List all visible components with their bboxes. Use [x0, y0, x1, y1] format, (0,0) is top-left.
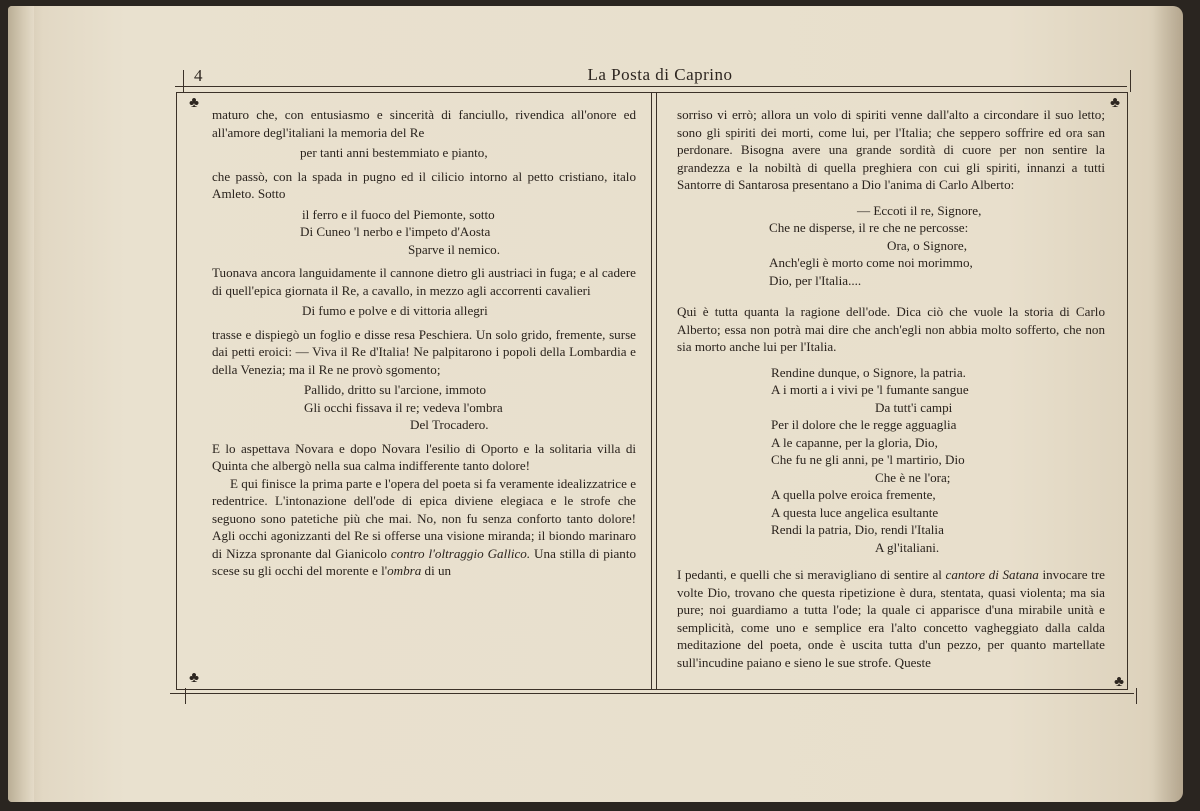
verse-quote [212, 302, 636, 320]
paragraph: Tuonava ancora languidamente il cannone dietro gli austriaci in fuga; e al cadere di quell'epica giornata il Re, a cavallo, in mezzo agli accorrenti cavalieri [212, 265, 636, 298]
paragraph: trasse e dispiegò un foglio e disse resa Peschiera. Un solo grido, fremente, surse dai petti eroici: — Viva il Re d'Italia! Ne palpitarono i popoli della Lombardia e della Venezia; ma il Re ne provò sgomento; [212, 326, 636, 377]
column-divider [651, 92, 657, 689]
verse-quote [677, 202, 1105, 290]
verse-line: A gl'italiani. [875, 539, 940, 555]
italic-text: contro l'oltraggio Gallico. [390, 545, 531, 561]
verse-line: per tanti anni bestemmiato e pianto, [300, 145, 488, 160]
corner-ornament-icon: ♣ [1114, 674, 1124, 690]
header-tick-left [183, 70, 184, 92]
verse-quote [212, 144, 636, 162]
italic-text: cantore di Satana [945, 567, 1039, 582]
corner-ornament-icon: ♣ [189, 670, 199, 686]
verse-line: A le capanne, per la gloria, Dio, [771, 434, 938, 450]
text-run: Una stilla di pianto scese su gli occhi del morente e l' [212, 545, 637, 578]
text-run: I pedanti, e quelli che si meravigliano di sentire al [677, 567, 946, 582]
verse-line: Che fu ne gli anni, pe 'l martirio, Dio [771, 452, 965, 467]
corner-ornament-icon: ♣ [189, 95, 199, 111]
verse-line: Di Cuneo 'l nerbo e l'impeto d'Aosta [300, 224, 491, 239]
footer-tick-left [185, 688, 186, 704]
verse-line: Che ne disperse, il re che ne percosse: [769, 220, 969, 235]
text-run: E qui finisce la prima parte e l'opera del poeta si fa veramente idealizzatrice e redentrice. L'intonazione dell'ode di epica diviene elegiaca e le strofe che seguono sono patetiche più che mai. No, non fu senza conforto tanto dolore! Agli occhi agonizzanti del Re si offerse una visione miranda; il biondo marinaro di Nizza spronante dal Gianicolo [212, 475, 636, 561]
page-edge-shadow [1153, 6, 1183, 802]
header-tick-right [1130, 70, 1131, 92]
verse-line: Pallido, dritto su l'arcione, immoto [304, 382, 487, 397]
footer-tick-right [1136, 688, 1137, 704]
verse-line: A questa luce angelica esultante [771, 504, 939, 520]
paragraph: che passò, con la spada in pugno ed il cilicio intorno al petto cristiano, italo Amleto. Sotto [212, 168, 636, 201]
paragraph [212, 475, 636, 580]
verse-line: A quella polve eroica fremente, [771, 487, 936, 502]
verse-line: Dio, per l'Italia.... [769, 272, 862, 288]
verse-quote [677, 364, 1105, 557]
text-run: di un [421, 563, 452, 578]
verse-line: Per il dolore che le regge agguaglia [771, 417, 957, 432]
paragraph: maturo che, con entusiasmo e sincerità di fanciullo, rivendica all'onore ed all'amore degl'italiani la memoria del Re [212, 107, 636, 140]
verse-line: Sparve il nemico. [408, 241, 500, 257]
verse-line: Del Trocadero. [410, 417, 489, 432]
corner-ornament-icon: ♣ [1110, 95, 1120, 111]
verse-quote [212, 206, 636, 259]
italic-text: ombra [387, 563, 422, 578]
page-number: 4 [194, 66, 203, 85]
verse-quote [212, 381, 636, 434]
verse-line: — Eccoti il re, Signore, [857, 202, 982, 218]
header-rule [175, 86, 1127, 87]
left-column [212, 106, 636, 580]
verse-line: Che è ne l'ora; [875, 469, 951, 485]
paragraph: sorriso vi errò; allora un volo di spiriti venne dall'alto a circondare il suo letto; sono gli spiriti dei morti, come lui, per l'Italia; che seppero soffrire ed ora san perdonare. Bisogna avere una grande sordità di cuore per non sentire la grandezza e la nobiltà di quella preghiera con cui gli spiriti, innanzi a tutti Santorre di Santarosa presentano a Dio l'anima di Carlo Alberto: [677, 107, 1105, 192]
paragraph: Qui è tutta quanta la ragione dell'ode. Dica ciò che vuole la storia di Carlo Alberto; essa non potrà mai dire che anch'egli non abbia molto sofferto, che non sia morto anche lui per l'Italia. [677, 304, 1105, 354]
book-spine [8, 6, 34, 802]
running-title: La Posta di Caprino [587, 65, 733, 84]
verse-line: Rendi la patria, Dio, rendi l'Italia [771, 522, 944, 537]
paragraph: E lo aspettava Novara e dopo Novara l'esilio di Oporto e la solitaria villa di Quinta che albergò nella sua calma indifferente tanto dolore! [212, 440, 636, 473]
right-column [677, 106, 1105, 671]
text-run: invocare tre volte Dio, trovano che questa ripetizione è dura, stentata, quasi violenta; ma sia pure; noi guardiamo a tutta l'ode; la quale ci apparisce d'una mirabile unità e semplicità, come uno e semplice era l'alto concetto vagheggiato dalla calda meditazione del poeta, onde è uscita tutta d'un pezzo, per quanto martellate sull'incudine paiano e sieno le sue strofe. Queste [677, 567, 1105, 670]
verse-line: il ferro e il fuoco del Piemonte, sotto [302, 206, 495, 222]
verse-line: Rendine dunque, o Signore, la patria. [771, 364, 966, 380]
verse-line: Ora, o Signore, [887, 237, 968, 253]
verse-line: Anch'egli è morto come noi morimmo, [769, 255, 973, 270]
verse-line: Gli occhi fissava il re; vedeva l'ombra [304, 399, 503, 415]
verse-line: A i morti a i vivi pe 'l fumante sangue [771, 382, 969, 397]
footer-rule [170, 693, 1134, 694]
verse-line: Di fumo e polve e di vittoria allegri [302, 303, 488, 318]
verse-line: Da tutt'i campi [875, 399, 953, 415]
paragraph [677, 566, 1105, 671]
